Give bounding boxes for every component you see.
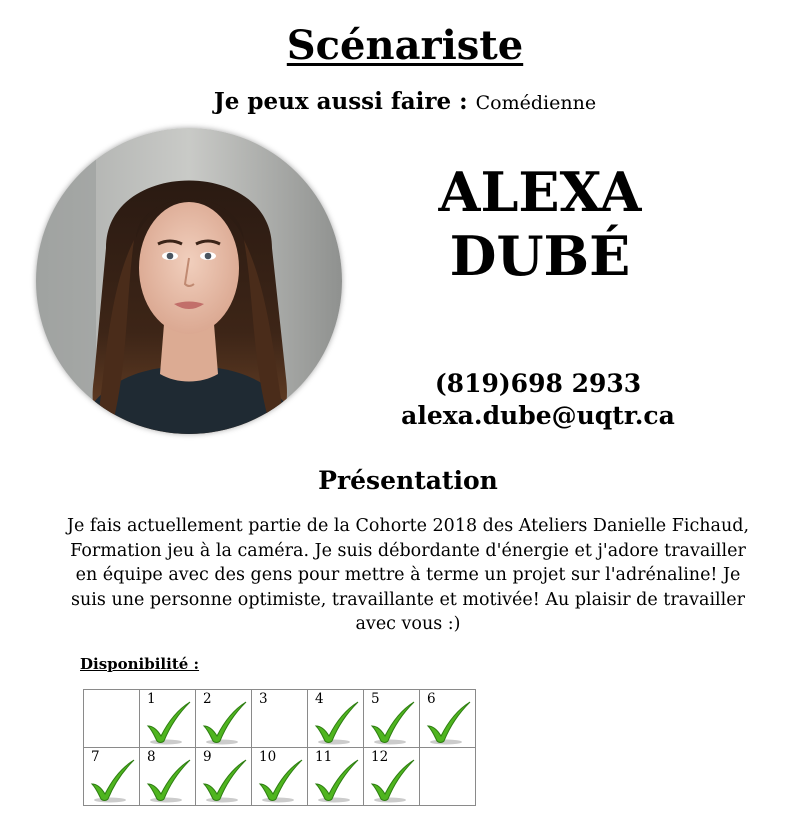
day-number: 3 (259, 691, 268, 707)
checkmark-icon (424, 698, 472, 746)
availability-cell (252, 690, 308, 748)
presentation-heading: Présentation (318, 466, 498, 495)
availability-cell (308, 690, 364, 748)
day-number: 7 (91, 749, 100, 765)
availability-label: Disponibilité : (80, 655, 200, 673)
email-address: alexa.dube@uqtr.ca (401, 401, 675, 430)
checkmark-icon (312, 756, 360, 804)
phone-number: (819)698 2933 (434, 369, 642, 398)
availability-cell (364, 748, 420, 806)
person-name (390, 160, 690, 288)
checkmark-icon (200, 756, 248, 804)
availability-cell (420, 690, 476, 748)
profile-photo (36, 128, 342, 434)
day-number: 4 (315, 691, 324, 707)
day-number: 8 (147, 749, 156, 765)
availability-row (84, 690, 476, 748)
availability-cell (308, 748, 364, 806)
checkmark-icon (144, 756, 192, 804)
last-name: DUBÉ (449, 224, 631, 288)
day-number: 1 (147, 691, 156, 707)
checkmark-icon (144, 698, 192, 746)
availability-cell (140, 690, 196, 748)
day-number: 5 (371, 691, 380, 707)
first-name: ALEXA (438, 160, 642, 224)
availability-cell (196, 690, 252, 748)
also-value: Comédienne (475, 92, 597, 114)
checkmark-icon (368, 698, 416, 746)
day-number: 10 (259, 749, 277, 765)
availability-cell (196, 748, 252, 806)
availability-cell (84, 690, 140, 748)
day-number: 6 (427, 691, 436, 707)
availability-row (84, 748, 476, 806)
availability-cell (364, 690, 420, 748)
also-label: Je peux aussi faire : (213, 88, 468, 115)
presentation-text: Je fais actuellement partie de la Cohorte 2018 des Ateliers Danielle Fichaud, Formation jeu à la caméra. Je suis débordante d'énergie et j'adore travailler en équipe avec des gens pour mettre à terme un projet sur l'adrénaline! Je suis une personne optimiste, travaillante et motivée! Au plaisir de travailler avec vous :) (66, 516, 750, 634)
availability-cell (252, 748, 308, 806)
checkmark-icon (256, 756, 304, 804)
checkmark-icon (368, 756, 416, 804)
day-number: 11 (315, 749, 333, 765)
day-number: 2 (203, 691, 212, 707)
also-can-do (0, 88, 800, 115)
contact-info (380, 368, 696, 432)
checkmark-icon (312, 698, 360, 746)
day-number: 12 (371, 749, 389, 765)
availability-cell (84, 748, 140, 806)
availability-table (83, 689, 476, 806)
checkmark-icon (88, 756, 136, 804)
availability-cell (140, 748, 196, 806)
checkmark-icon (200, 698, 248, 746)
day-number: 9 (203, 749, 212, 765)
page-title: Scénariste (286, 22, 524, 69)
portrait-illustration (36, 128, 342, 434)
availability-cell (420, 748, 476, 806)
